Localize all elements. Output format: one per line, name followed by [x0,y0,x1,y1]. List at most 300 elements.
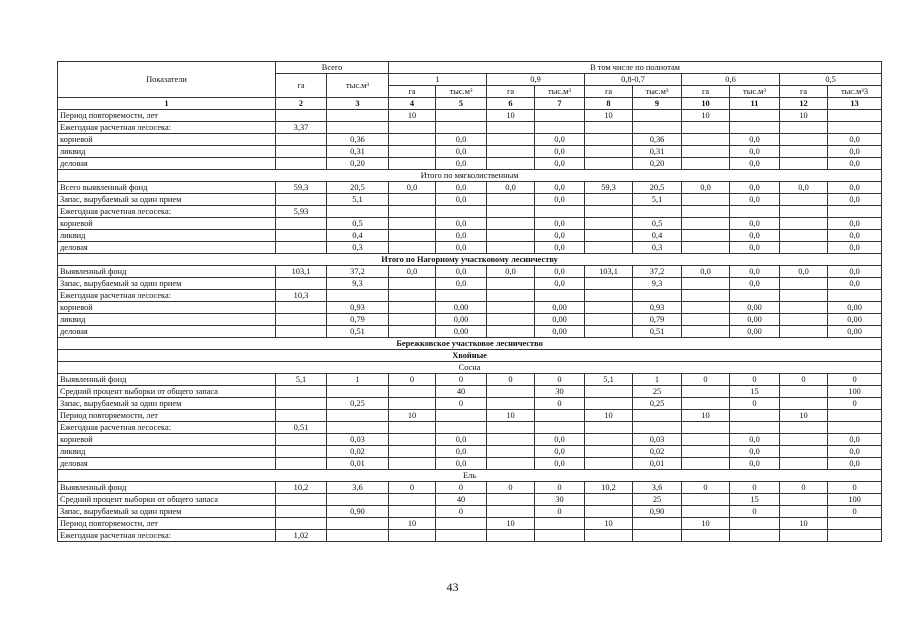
table-cell: 0,0 [682,182,730,194]
table-cell [487,398,535,410]
table-cell: 0,5 [633,218,682,230]
row-label: Период повторяемости, лет [58,110,276,122]
table-cell [389,194,436,206]
row-label: Ежегодная расчетная лесосека: [58,122,276,134]
section-row [58,350,882,362]
table-cell: 0,0 [535,146,585,158]
table-cell: 0,0 [535,158,585,170]
table-cell: 0,0 [436,242,487,254]
table-cell [389,206,436,218]
table-cell: 0,0 [436,134,487,146]
table-row [58,194,882,206]
column-number: 8 [585,98,633,110]
header-unit-volume: тыс.м³ [436,86,487,98]
table-cell [828,410,882,422]
table-row [58,314,882,326]
table-cell [276,398,327,410]
table-cell [633,518,682,530]
table-cell [780,194,828,206]
table-row [58,374,882,386]
table-cell [276,314,327,326]
table-cell [276,158,327,170]
table-cell: 0,0 [730,434,780,446]
table-cell [682,326,730,338]
table-cell: 0,36 [327,134,389,146]
table-cell [276,278,327,290]
table-cell [327,206,389,218]
table-cell [780,386,828,398]
table-cell [276,518,327,530]
table-cell: 0,0 [730,278,780,290]
table-cell [585,206,633,218]
table-cell: 0,51 [327,326,389,338]
table-cell: 0,00 [535,314,585,326]
table-cell: 0,0 [535,194,585,206]
table-cell [585,398,633,410]
row-label: Период повторяемости, лет [58,518,276,530]
table-cell [276,242,327,254]
section-row [58,470,882,482]
column-number: 5 [436,98,487,110]
table-cell [780,158,828,170]
table-cell [585,446,633,458]
table-cell [276,302,327,314]
table-cell [487,434,535,446]
table-cell: 10 [682,110,730,122]
table-cell [535,290,585,302]
table-cell: 0,0 [730,266,780,278]
table-cell: 0 [436,398,487,410]
table-cell: 3,6 [327,482,389,494]
row-label: Средний процент выборки от общего запаса [58,386,276,398]
table-row [58,242,882,254]
column-number: 6 [487,98,535,110]
table-cell [780,494,828,506]
table-cell [780,458,828,470]
table-cell [276,134,327,146]
header-density-05: 0,5 [780,74,882,86]
table-cell: 10 [682,410,730,422]
table-cell: 0 [487,374,535,386]
table-cell [828,206,882,218]
column-number: 4 [389,98,436,110]
table-cell: 0,0 [730,242,780,254]
table-cell: 0,00 [436,302,487,314]
table-cell: 0,0 [535,230,585,242]
table-row [58,494,882,506]
table-cell: 0 [535,374,585,386]
table-cell: 10 [780,518,828,530]
table-cell: 10,2 [585,482,633,494]
row-label: деловая [58,326,276,338]
table-cell: 0,0 [730,446,780,458]
table-cell: 0,0 [535,446,585,458]
table-cell: 5,1 [276,374,327,386]
column-number: 13 [828,98,882,110]
table-cell [730,206,780,218]
table-row [58,458,882,470]
table-cell [276,110,327,122]
table-cell [682,134,730,146]
column-number: 12 [780,98,828,110]
table-cell [327,422,389,434]
table-cell: 37,2 [633,266,682,278]
table-cell [535,530,585,542]
table-cell [585,386,633,398]
table-cell [828,110,882,122]
table-cell [389,242,436,254]
table-cell [780,290,828,302]
table-cell: 1 [327,374,389,386]
table-cell [682,386,730,398]
table-cell [327,110,389,122]
table-cell [389,302,436,314]
table-cell [487,278,535,290]
table-cell: 0,03 [327,434,389,446]
table-cell [682,506,730,518]
row-label: Запас, вырубаемый за один прием [58,398,276,410]
table-cell [276,146,327,158]
column-number: 1 [58,98,276,110]
table-cell: 0,0 [487,266,535,278]
row-label: Выявленный фонд [58,482,276,494]
column-number: 10 [682,98,730,110]
table-cell [389,146,436,158]
table-cell [487,326,535,338]
table-cell [585,230,633,242]
forestry-table [57,61,882,542]
section-heading: Итого по мягколиственным [58,170,882,182]
table-cell [487,506,535,518]
table-cell [487,458,535,470]
column-number: 11 [730,98,780,110]
table-cell [389,494,436,506]
table-cell: 0,0 [487,182,535,194]
table-cell [487,206,535,218]
row-label: Ежегодная расчетная лесосека: [58,206,276,218]
table-cell: 0,0 [828,158,882,170]
table-cell: 0 [389,482,436,494]
table-cell [780,134,828,146]
table-cell: 0,0 [436,182,487,194]
row-label: Запас, вырубаемый за один прием [58,278,276,290]
table-cell: 0,0 [730,458,780,470]
row-label: корневой [58,134,276,146]
table-cell: 0,0 [682,266,730,278]
table-cell: 10 [780,110,828,122]
table-row [58,146,882,158]
table-row [58,398,882,410]
table-cell: 5,93 [276,206,327,218]
table-cell: 0,00 [535,302,585,314]
table-cell [730,122,780,134]
table-cell: 0,0 [535,182,585,194]
section-heading: Ель [58,470,882,482]
table-cell: 0,93 [327,302,389,314]
section-row [58,254,882,266]
table-cell [780,326,828,338]
table-row [58,434,882,446]
header-density-1: 1 [389,74,487,86]
table-cell: 0,0 [780,266,828,278]
table-cell: 0,0 [436,446,487,458]
table-cell: 40 [436,386,487,398]
table-cell: 0 [730,398,780,410]
header-unit-volume: тыс.м³ [633,86,682,98]
table-cell [276,326,327,338]
table-cell [487,218,535,230]
table-row [58,230,882,242]
header-density-06: 0,6 [682,74,780,86]
table-cell [535,122,585,134]
table-cell [780,146,828,158]
table-cell: 15 [730,494,780,506]
table-cell [276,410,327,422]
table-cell: 0,0 [436,278,487,290]
table-cell [585,302,633,314]
header-unit-ha: га [585,86,633,98]
table-cell: 0,02 [633,446,682,458]
header-density-08-07: 0,8-0,7 [585,74,682,86]
row-label: Ежегодная расчетная лесосека: [58,290,276,302]
table-cell [535,410,585,422]
table-cell [487,386,535,398]
table-cell [585,194,633,206]
table-cell [276,230,327,242]
row-label: корневой [58,434,276,446]
section-heading: Сосна [58,362,882,374]
table-cell [389,290,436,302]
row-label: Запас, вырубаемый за один прием [58,194,276,206]
table-cell: 0 [828,398,882,410]
table-cell: 0 [682,374,730,386]
column-number: 9 [633,98,682,110]
table-cell: 9,3 [633,278,682,290]
table-cell [276,446,327,458]
table-cell [327,386,389,398]
table-cell: 0 [389,374,436,386]
table-cell [389,314,436,326]
table-cell [585,290,633,302]
table-cell [535,518,585,530]
table-cell: 0,01 [327,458,389,470]
table-cell: 0,0 [828,218,882,230]
table-cell: 0,0 [828,434,882,446]
table-cell [780,122,828,134]
table-cell [682,194,730,206]
table-cell [389,158,436,170]
row-label: корневой [58,302,276,314]
column-number: 2 [276,98,327,110]
table-cell: 10 [585,410,633,422]
table-row [58,182,882,194]
table-cell: 15 [730,386,780,398]
table-cell: 10 [780,410,828,422]
table-cell [436,518,487,530]
table-cell: 0,31 [633,146,682,158]
table-cell [327,494,389,506]
header-unit-ha: га [487,86,535,98]
table-cell [585,278,633,290]
section-row [58,362,882,374]
table-cell: 0 [436,506,487,518]
table-cell [535,422,585,434]
table-cell [389,218,436,230]
table-cell [633,410,682,422]
table-row [58,266,882,278]
table-cell: 10 [487,518,535,530]
table-cell [327,122,389,134]
header-total-volume: тыс.м³ [327,74,389,98]
table-cell: 30 [535,386,585,398]
table-row [58,326,882,338]
table-row [58,410,882,422]
table-cell [389,434,436,446]
table-cell [780,314,828,326]
table-cell [585,458,633,470]
table-cell: 0,0 [436,218,487,230]
table-cell [389,122,436,134]
table-cell: 0 [780,482,828,494]
table-cell [585,422,633,434]
header-indicators: Показатели [58,62,276,98]
table-cell: 0 [828,482,882,494]
table-cell: 25 [633,386,682,398]
table-cell [780,506,828,518]
table-cell [585,434,633,446]
table-cell: 0 [436,482,487,494]
table-cell: 103,1 [585,266,633,278]
table-cell: 0,00 [436,326,487,338]
table-cell: 0,4 [633,230,682,242]
table-cell [682,218,730,230]
table-cell [682,494,730,506]
column-number: 7 [535,98,585,110]
table-cell [487,122,535,134]
table-cell: 0,20 [327,158,389,170]
table-cell: 3,37 [276,122,327,134]
header-unit-ha: га [389,86,436,98]
table-cell: 37,2 [327,266,389,278]
row-label: Выявленный фонд [58,374,276,386]
table-cell: 0,0 [780,182,828,194]
row-label: Период повторяемости, лет [58,410,276,422]
table-cell [327,518,389,530]
table-row [58,302,882,314]
table-cell: 10 [585,110,633,122]
row-label: Запас, вырубаемый за один прием [58,506,276,518]
table-cell [389,326,436,338]
header-density-09: 0,9 [487,74,585,86]
table-cell: 20,5 [327,182,389,194]
table-cell: 0,5 [327,218,389,230]
table-cell: 5,1 [585,374,633,386]
table-cell: 0,0 [828,278,882,290]
table-cell: 10 [487,110,535,122]
table-cell: 0,00 [730,314,780,326]
table-cell: 10 [389,410,436,422]
table-cell: 30 [535,494,585,506]
section-row [58,170,882,182]
table-cell [585,506,633,518]
table-row [58,290,882,302]
table-cell: 0,79 [327,314,389,326]
table-cell [585,122,633,134]
table-cell: 0,51 [276,422,327,434]
table-cell [633,110,682,122]
table-row [58,134,882,146]
page-number: 43 [446,580,459,594]
table-cell: 0,03 [633,434,682,446]
table-cell: 103,1 [276,266,327,278]
table-cell [276,218,327,230]
row-label: ликвид [58,446,276,458]
table-cell: 0 [730,482,780,494]
table-cell [585,530,633,542]
header-unit-volume: тыс.м³3 [828,86,882,98]
table-cell [730,290,780,302]
row-label: Всего выявленный фонд [58,182,276,194]
table-cell [682,302,730,314]
table-cell [585,326,633,338]
table-row [58,278,882,290]
table-cell: 0,0 [828,266,882,278]
table-cell [276,434,327,446]
row-label: Ежегодная расчетная лесосека: [58,422,276,434]
table-cell [436,206,487,218]
table-cell [828,518,882,530]
table-cell: 10 [585,518,633,530]
table-cell: 0,3 [327,242,389,254]
table-cell [682,422,730,434]
table-cell [682,242,730,254]
table-cell [389,230,436,242]
table-cell [389,422,436,434]
row-label: Выявленный фонд [58,266,276,278]
table-cell [633,422,682,434]
table-cell: 0 [535,482,585,494]
table-cell [487,134,535,146]
table-cell: 1,02 [276,530,327,542]
table-cell: 0,01 [633,458,682,470]
table-cell [730,530,780,542]
table-cell: 0,0 [828,446,882,458]
table-cell: 0 [535,506,585,518]
table-cell: 0,25 [633,398,682,410]
table-cell [276,386,327,398]
table-cell: 0,0 [730,194,780,206]
table-cell: 0,0 [436,158,487,170]
table-cell: 0,79 [633,314,682,326]
table-cell: 0,02 [327,446,389,458]
table-cell [487,494,535,506]
table-cell: 0,00 [535,326,585,338]
table-cell: 5,1 [327,194,389,206]
table-cell [487,194,535,206]
table-cell [585,218,633,230]
table-cell: 0,0 [535,434,585,446]
table-cell: 0,0 [535,266,585,278]
table-cell: 100 [828,386,882,398]
table-cell [436,110,487,122]
table-cell: 10,2 [276,482,327,494]
table-cell [682,278,730,290]
table-cell [276,194,327,206]
table-cell [682,146,730,158]
row-label: деловая [58,158,276,170]
row-label: ликвид [58,314,276,326]
table-cell [535,110,585,122]
